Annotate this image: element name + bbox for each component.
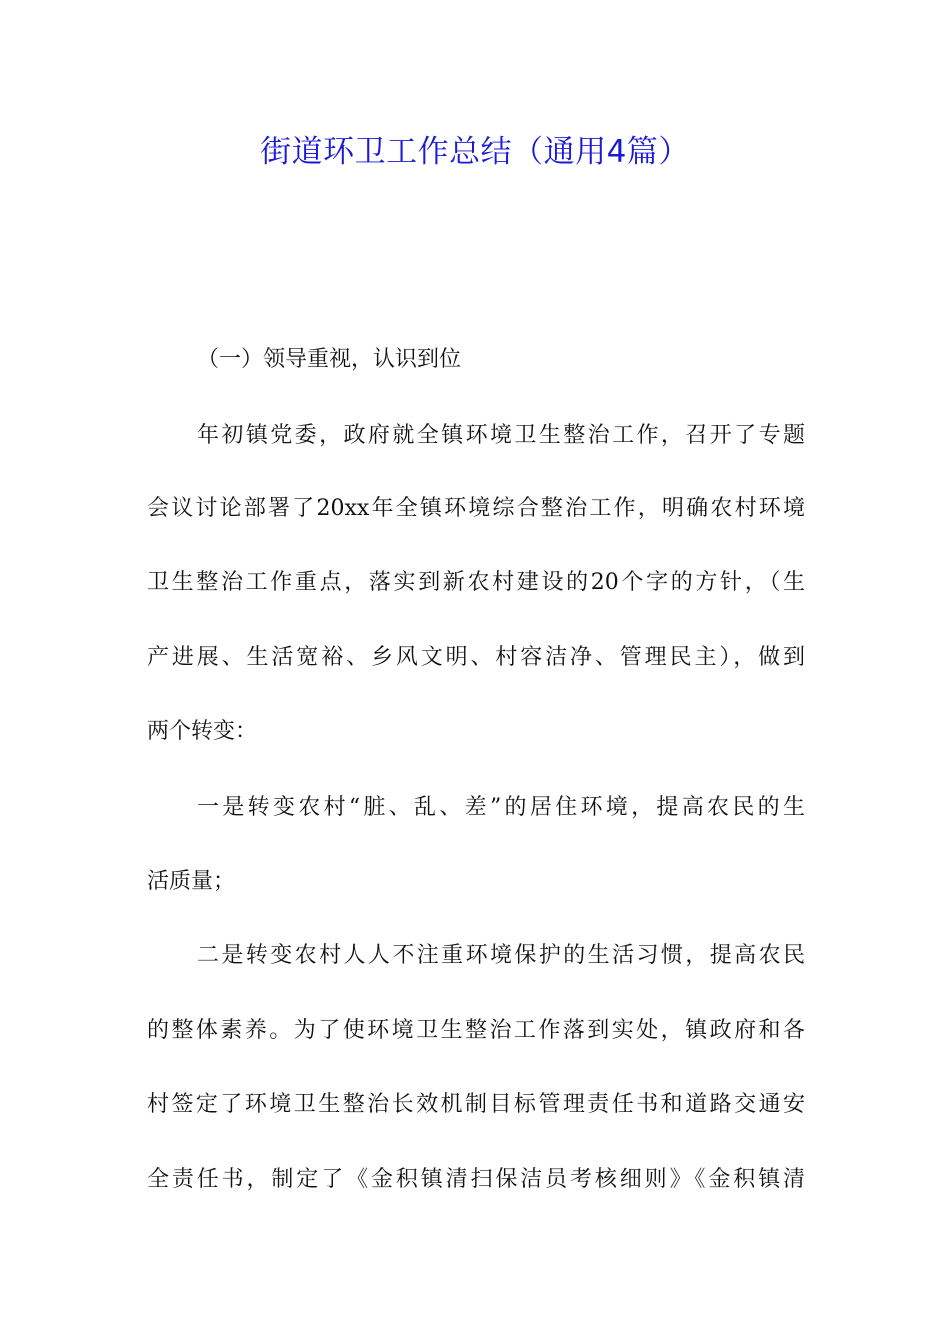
paragraph-line: 的整体素养。为了使环境卫生整治工作落到实处，镇政府和各	[147, 1018, 805, 1043]
paragraph-line: 年初镇党委，政府就全镇环境卫生整治工作，召开了专题	[197, 423, 805, 448]
paragraph-line: 会议讨论部署了20xx年全镇环境综合整治工作，明确农村环境	[147, 496, 805, 521]
paragraph-line: 活质量；	[147, 869, 236, 894]
paragraph-line: 全责任书，制定了《金积镇清扫保洁员考核细则》《金积镇清	[147, 1167, 805, 1192]
section-heading: （一）领导重视，认识到位	[197, 347, 462, 372]
paragraph-line: 卫生整治工作重点，落实到新农村建设的20个字的方针，（生	[147, 570, 805, 595]
document-title: 街道环卫工作总结（通用4篇）	[260, 134, 690, 170]
paragraph-line: 产进展、生活宽裕、乡风文明、村容洁净、管理民主），做到	[147, 645, 805, 670]
paragraph-line: 村签定了环境卫生整治长效机制目标管理责任书和道路交通安	[147, 1092, 805, 1117]
paragraph-line: 两个转变：	[147, 719, 258, 744]
paragraph-line: 一是转变农村“脏、乱、差”的居住环境，提高农民的生	[197, 795, 805, 820]
paragraph-line: 二是转变农村人人不注重环境保护的生活习惯，提高农民	[197, 943, 805, 968]
